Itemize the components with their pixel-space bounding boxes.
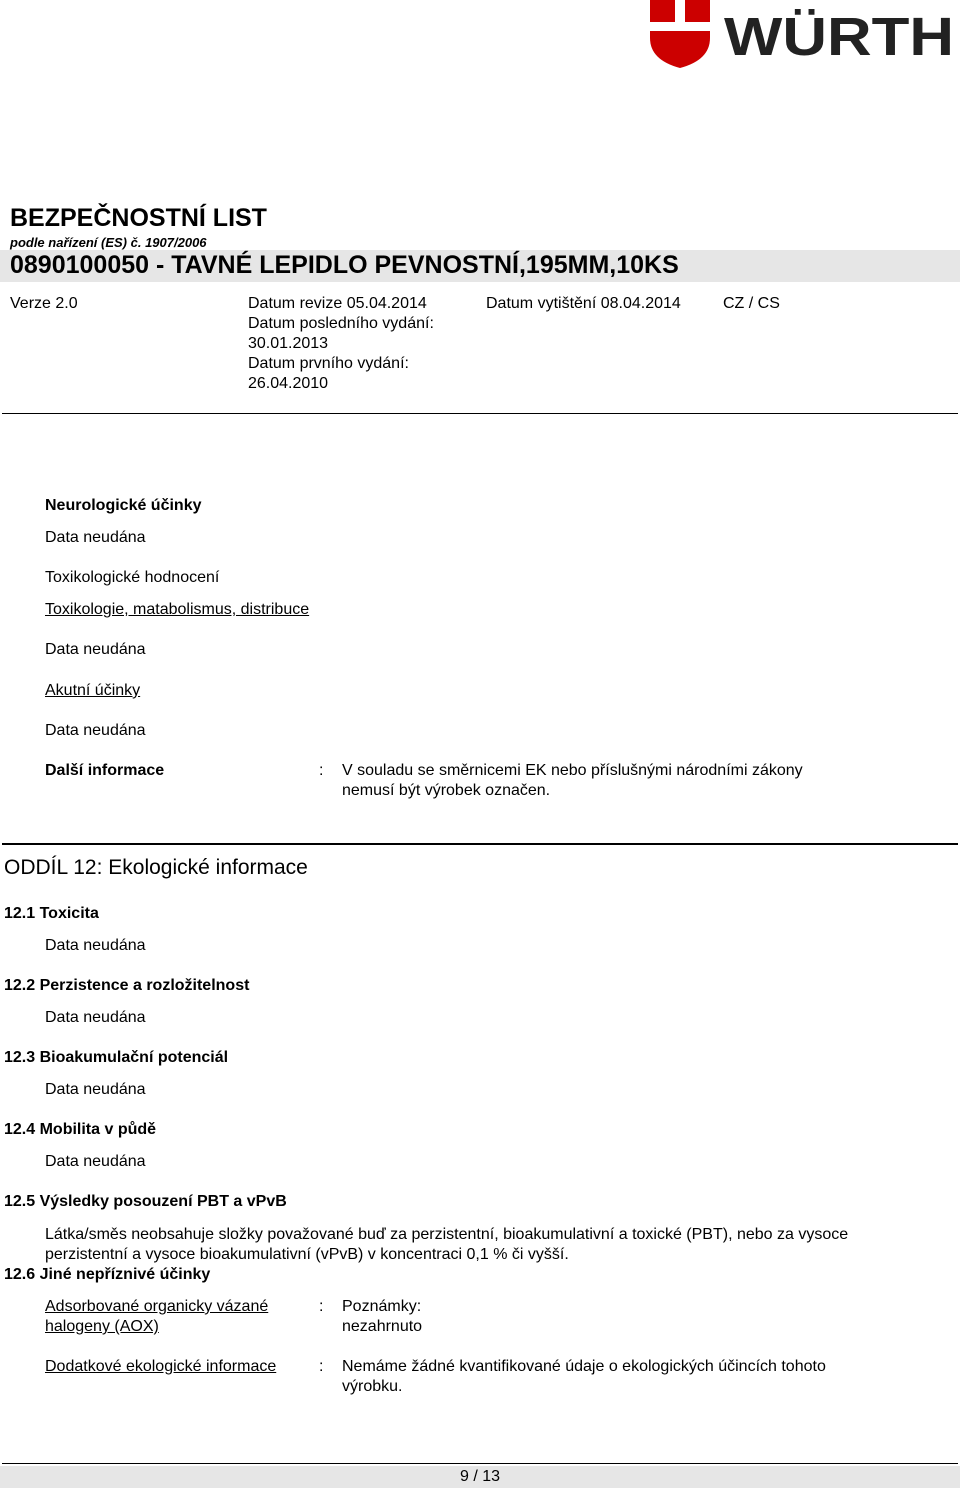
assessment-title: Toxikologické hodnocení (45, 569, 220, 586)
s12-3-title: 12.3 Bioakumulační potenciál (4, 1049, 229, 1066)
revision-date: Datum revize 05.04.2014 (248, 295, 427, 312)
locale: CZ / CS (723, 295, 780, 312)
aox-label-line1: Adsorbované organicky vázané (45, 1298, 269, 1315)
further-info-separator: : (319, 762, 324, 779)
regulation-subtitle: podle nařízení (ES) č. 1907/2006 (10, 235, 207, 250)
product-name: 0890100050 - TAVNÉ LEPIDLO PEVNOSTNÍ,195MM,10KS (10, 251, 679, 279)
version: Verze 2.0 (10, 295, 78, 312)
document-title: BEZPEČNOSTNÍ LIST (10, 204, 267, 232)
s12-2-title: 12.2 Perzistence a rozložitelnost (4, 977, 250, 994)
first-issue-label: Datum prvního vydání: (248, 355, 409, 372)
aox-label-line2: halogeny (AOX) (45, 1318, 159, 1335)
acute-text: Data neudána (45, 722, 146, 739)
extra-eco-label: Dodatkové ekologické informace (45, 1358, 277, 1375)
s12-4-text: Data neudána (45, 1153, 146, 1170)
section-12-title: ODDÍL 12: Ekologické informace (4, 856, 308, 879)
s12-5-line2: perzistentní a vysoce bioakumulativní (vPvB) v koncentraci 0,1 % či vyšší. (45, 1246, 569, 1263)
footer-divider (2, 1463, 958, 1464)
s12-2-text: Data neudána (45, 1009, 146, 1026)
neuro-title: Neurologické účinky (45, 497, 202, 514)
print-date: Datum vytištění 08.04.2014 (486, 295, 681, 312)
further-info-line2: nemusí být výrobek označen. (342, 782, 551, 799)
section-divider (2, 843, 958, 845)
first-issue-date: 26.04.2010 (248, 375, 329, 392)
wurth-logo (648, 0, 958, 70)
extra-eco-line1: Nemáme žádné kvantifikované údaje o ekologických účincích tohoto (342, 1358, 826, 1375)
s12-5-title: 12.5 Výsledky posouzení PBT a vPvB (4, 1193, 287, 1210)
aox-value-line1: Poznámky: (342, 1298, 422, 1315)
further-info-line1: V souladu se směrnicemi EK nebo příslušnými národními zákony (342, 762, 803, 779)
kinetics-title: Toxikologie, matabolismus, distribuce (45, 601, 310, 618)
header-divider (2, 413, 958, 414)
aox-separator: : (319, 1298, 324, 1315)
last-issue-label: Datum posledního vydání: (248, 315, 434, 332)
s12-1-title: 12.1 Toxicita (4, 905, 99, 922)
aox-value-line2: nezahrnuto (342, 1318, 423, 1335)
page-number: 9 / 13 (459, 1468, 501, 1485)
s12-4-title: 12.4 Mobilita v půdě (4, 1121, 157, 1138)
further-info-label: Další informace (45, 762, 165, 779)
kinetics-text: Data neudána (45, 641, 146, 658)
s12-5-line1: Látka/směs neobsahuje složky považované buď za perzistentní, bioakumulativní a toxické (PBT), nebo za vysoce (45, 1226, 849, 1243)
logo-text: WÜRTH (724, 7, 954, 67)
s12-6-title: 12.6 Jiné nepříznivé účinky (4, 1266, 211, 1283)
extra-eco-line2: výrobku. (342, 1378, 403, 1395)
s12-1-text: Data neudána (45, 937, 146, 954)
extra-eco-separator: : (319, 1358, 324, 1375)
acute-title: Akutní účinky (45, 682, 141, 699)
last-issue-date: 30.01.2013 (248, 335, 329, 352)
s12-3-text: Data neudána (45, 1081, 146, 1098)
neuro-text: Data neudána (45, 529, 146, 546)
